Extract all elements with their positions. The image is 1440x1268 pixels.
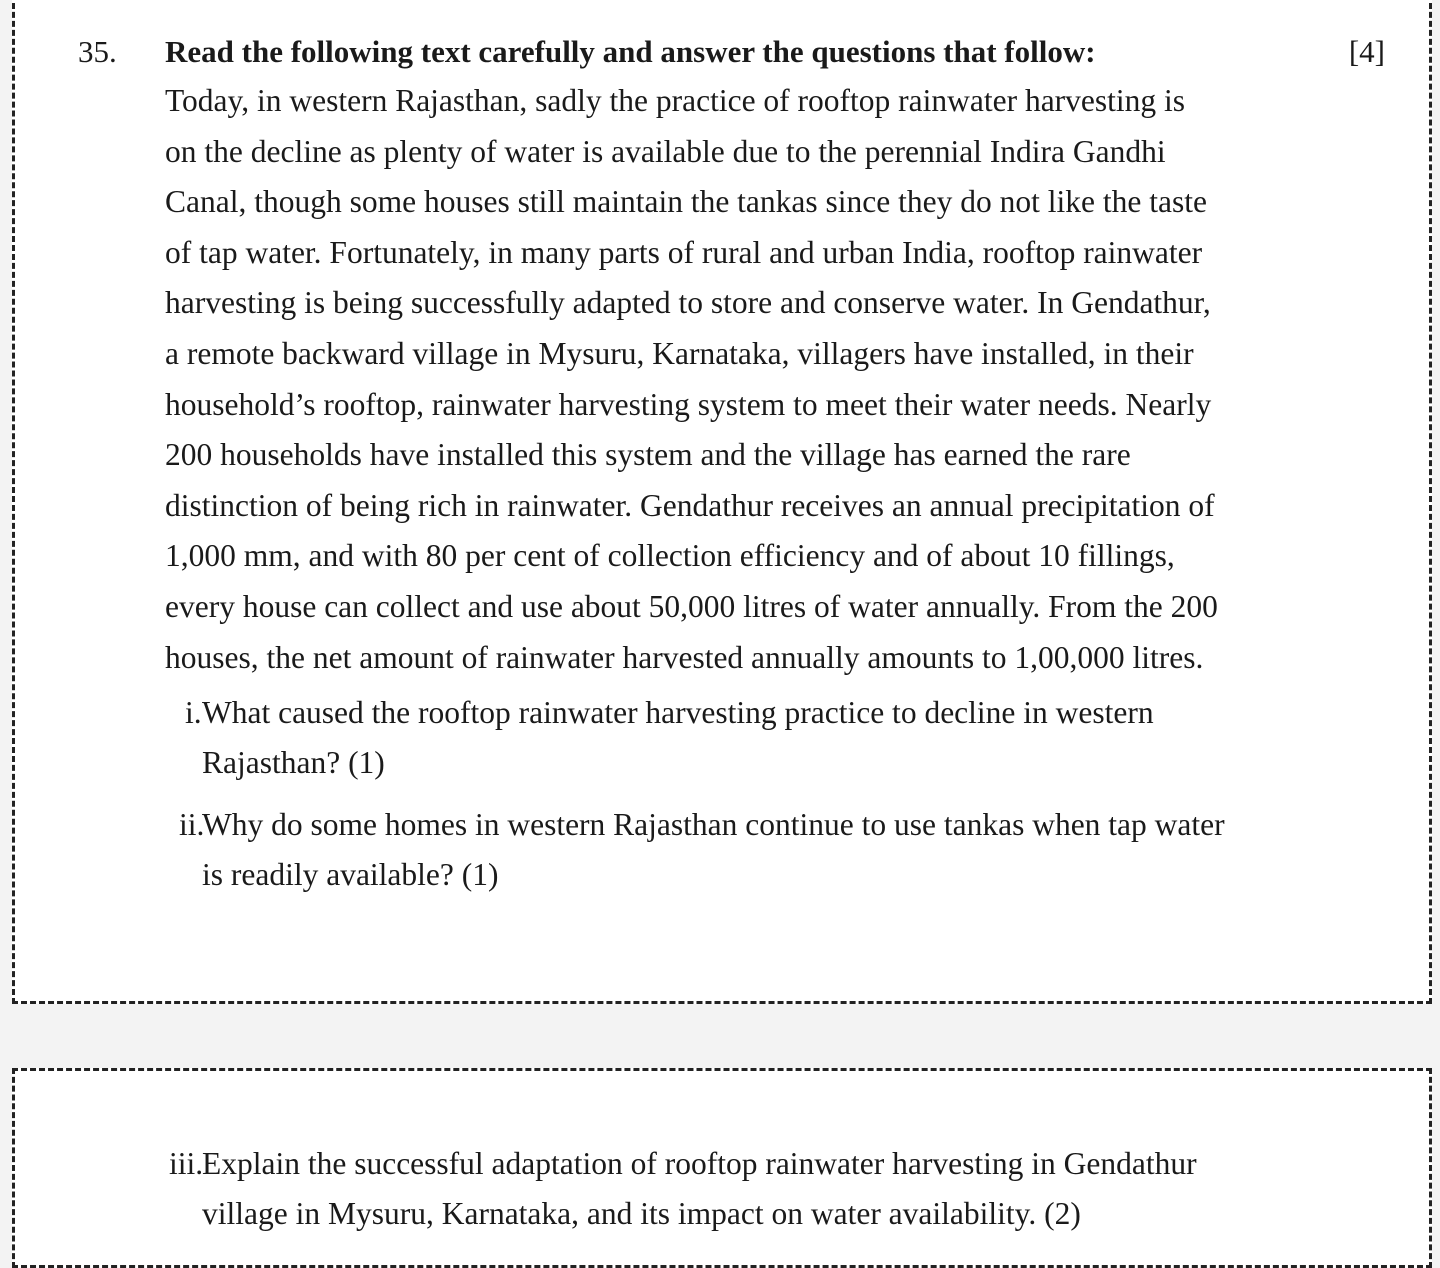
passage-line: houses, the net amount of rainwater harvested annually amounts to 1,00,000 litres. [165,639,1204,675]
subquestion-text [202,800,1225,900]
subquestion-number: ii. [179,807,205,842]
subquestion-number: iii. [169,1146,204,1181]
question-number: 35. [78,34,117,69]
passage-line: Today, in western Rajasthan, sadly the practice of rooftop rainwater harvesting is [165,83,1186,118]
subquestion-line: Rajasthan? (1) [202,745,385,780]
passage-line: 200 households have installed this system and the village has earned the rare [165,437,1131,473]
subquestion-line: What caused the rooftop rainwater harvesting practice to decline in western [202,695,1154,730]
question-marks: [4] [1348,34,1385,69]
passage-line: 1,000 mm, and with 80 per cent of collection efficiency and of about 10 fillings, [165,538,1175,574]
passage [165,76,1325,683]
passage-line: a remote backward village in Mysuru, Karnataka, villagers have installed, in their [165,335,1194,371]
question-instruction: Read the following text carefully and answer the questions that follow: [165,34,1096,69]
subquestion-line: is readily available? (1) [202,857,499,892]
subquestion-line: Explain the successful adaptation of rooftop rainwater harvesting in Gendathur [202,1146,1197,1181]
subquestion-line: Why do some homes in western Rajasthan continue to use tankas when tap water [202,807,1225,842]
passage-line: of tap water. Fortunately, in many parts of rural and urban India, rooftop rainwater [165,234,1203,270]
passage-line: Canal, though some houses still maintain the tankas since they do not like the taste [165,184,1207,220]
passage-line: harvesting is being successfully adapted to store and conserve water. In Gendathur, [165,285,1211,321]
passage-line: household’s rooftop, rainwater harvesting system to meet their water needs. Nearly [165,386,1212,422]
subquestion-line: village in Mysuru, Karnataka, and its impact on water availability. (2) [202,1196,1081,1231]
passage-line: on the decline as plenty of water is available due to the perennial Indira Gandhi [165,133,1166,169]
passage-line: distinction of being rich in rainwater. Gendathur receives an annual precipitation of [165,487,1215,523]
subquestion-number: i. [185,695,202,730]
subquestion-text [202,688,1154,788]
passage-line: every house can collect and use about 50,000 litres of water annually. From the 200 [165,588,1218,624]
subquestion-text [202,1139,1197,1239]
